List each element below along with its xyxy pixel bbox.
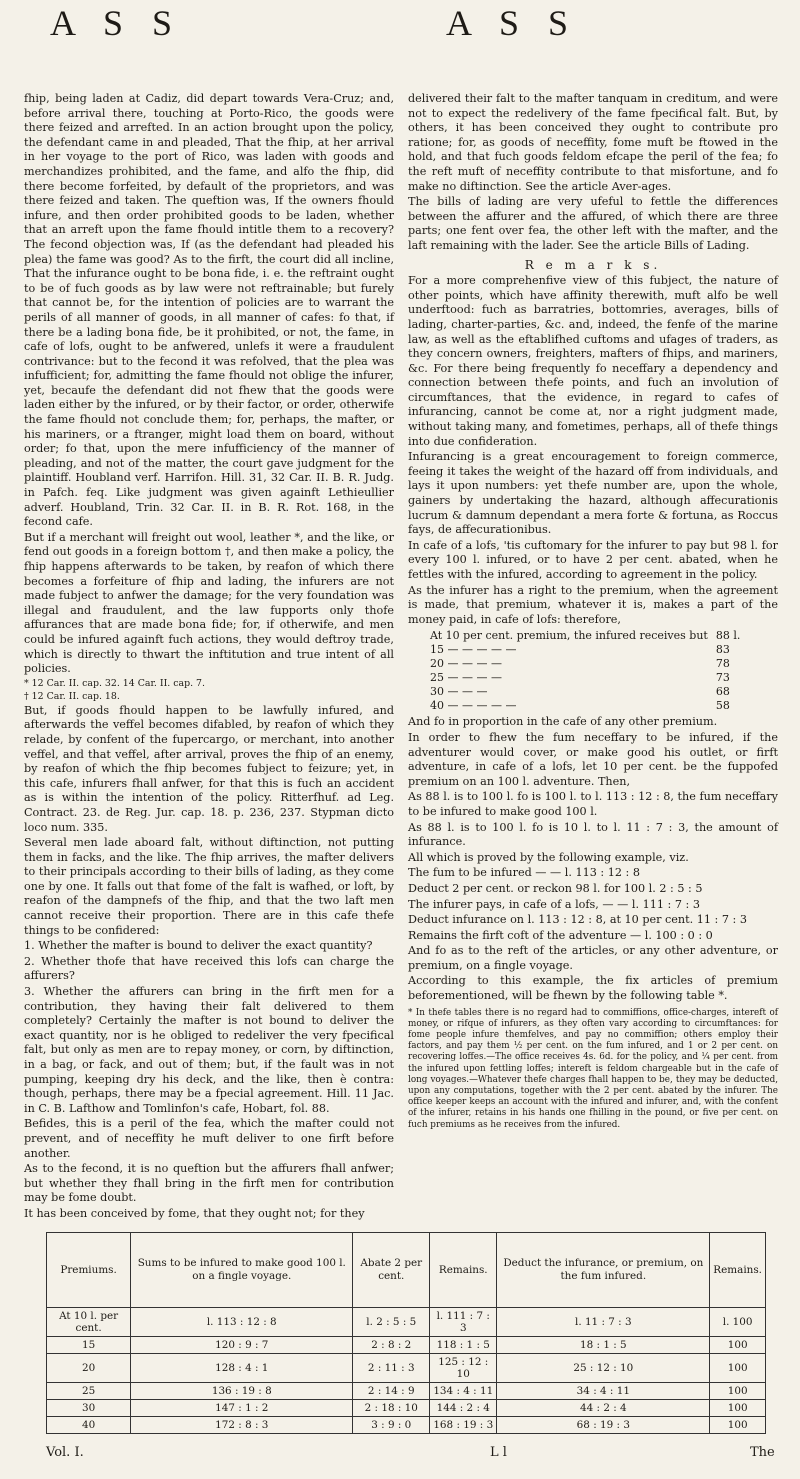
paragraph: In cafe of a lofs, 'tis cuftomary for the infurer to pay but 98 l. for every 100 l. infured, or to have 2 per cent. abated, when he fettles with the infured, according to agreement in the policy. <box>408 538 778 581</box>
table-cell: l. 100 <box>710 1308 766 1337</box>
paragraph: All which is proved by the following example, viz. <box>408 850 689 864</box>
table-cell: 2 : 14 : 9 <box>353 1383 430 1400</box>
remarks-heading: R e m a r k s. <box>524 257 662 272</box>
table-cell: 100 <box>710 1383 766 1400</box>
table-cell: 3 : 9 : 0 <box>353 1417 430 1434</box>
table-cell: 147 : 1 : 2 <box>131 1400 353 1417</box>
table-cell: l. 111 : 7 : 3 <box>430 1308 497 1337</box>
table-cell: 15 <box>47 1337 131 1354</box>
table-cell: 34 : 4 : 11 <box>497 1383 710 1400</box>
example-line: Deduct 2 per cent. or reckon 98 l. for 100 l. 2 : 5 : 5 <box>408 881 703 895</box>
rate-label: 30 — — — <box>430 685 488 699</box>
paragraph: And fo in proportion in the cafe of any other premium. <box>408 715 718 729</box>
rate-label: 25 — — — — <box>430 671 502 685</box>
footnote: * 12 Car. II. cap. 32. 14 Car. II. cap. 7. <box>24 677 206 689</box>
table-cell: 118 : 1 : 5 <box>430 1337 497 1354</box>
right-column <box>408 92 778 1132</box>
catchword: The <box>750 1445 775 1460</box>
rate-value: 88 l. <box>715 629 741 643</box>
table-cell: 2 : 18 : 10 <box>353 1400 430 1417</box>
paragraph: Infurancing is a great encouragement to foreign commerce, feeing it takes the weight of the hazard off from individuals, and lays it upon numbers: yet thefe number are, upon the whole, gainers by undertaking the hazard, although affecurationis lucrum & damnum dependant a mera forte & fortuna, as Roccus fays, de affecurationibus. <box>408 450 778 537</box>
paragraph: As to the fecond, it is no queftion but the affurers fhall anfwer; but whether they fhall bring in the firft men for contribution may be fome doubt. <box>24 1162 394 1205</box>
column-header: Sums to be infured to make good 100 l. on a fingle voyage. <box>131 1233 353 1308</box>
paragraph: As 88 l. is to 100 l. fo is 100 l. to l. 113 : 12 : 8, the fum neceffary to be infured to make good 100 l. <box>408 790 778 818</box>
table-header-row <box>47 1233 766 1308</box>
table-cell: 2 : 11 : 3 <box>353 1354 430 1383</box>
paragraph: For a more comprehenfive view of this fubject, the nature of other points, which have affinity therewith, muft alfo be well underftood: fuch as barratries, bottomries, averages, bills of lading, charter-parties, &c. and, indeed, the fenfe of the marine law, as well as the eftablifhed cuftoms and ufages of traders, as they concern owners, freighters, mafters of fhips, and mariners, &c. For there being frequently fo neceffary a dependency and connection between thefe points, and fuch an involution of circumftances, that the evidence, in regard to cafes of infurancing, cannot be come at, nor a right judgment made, without taking many, and fometimes, perhaps, all of thefe things into due confideration. <box>408 274 778 448</box>
rate-label: 20 — — — — <box>430 657 502 671</box>
paragraph: But if a merchant will freight out wool, leather *, and the like, or fend out goods in a foreign bottom †, and then make a policy, the fhip happens afterwards to be taken, by reafon of which there becomes a forfeiture of fhip and lading, the infurers are not made fubject to anfwer the damage; for the very foundation was illegal and fraudulent, and the law fupports only thofe affurances that are made bona fide; for, if otherwife, and men could be infured againft fuch actions, they would deftroy trade, which is directly to thwart the inftitution and true intent of all policies. <box>24 530 394 676</box>
column-header: Remains. <box>710 1233 766 1308</box>
table-cell: 168 : 19 : 3 <box>430 1417 497 1434</box>
table-row <box>47 1354 766 1383</box>
rate-value: 68 <box>715 685 730 699</box>
table-row <box>47 1308 766 1337</box>
paragraph: Befides, this is a peril of the fea, which the mafter could not prevent, and of neceffity he muft deliver to one firft before another. <box>24 1117 394 1160</box>
table-cell: 25 : 12 : 10 <box>497 1354 710 1383</box>
table-cell: 30 <box>47 1400 131 1417</box>
paragraph: It has been conceived by fome, that they ought not; for they <box>24 1206 365 1220</box>
table-cell: l. 2 : 5 : 5 <box>353 1308 430 1337</box>
table-cell: l. 113 : 12 : 8 <box>131 1308 353 1337</box>
table-cell: 134 : 4 : 11 <box>430 1383 497 1400</box>
paragraph: delivered their falt to the mafter tanquam in creditum, and were not to expect the redelivery of the fame fpecifical falt. But, by others, it has been conceived they ought to contribute pro ratione; for, as goods of neceffity, fome muft be ftowed in the hold, and that fuch goods feldom efcape the peril of the fea; fo the reft muft of neceffity contribute to that misfortune, and fo make no diftinction. See the article Aver-ages. <box>408 92 778 193</box>
paragraph: According to this example, the fix articles of premium beforementioned, will be fhewn by the following table *. <box>408 974 778 1003</box>
table-row <box>47 1337 766 1354</box>
rate-value: 83 <box>715 643 730 657</box>
table-row <box>47 1400 766 1417</box>
table-cell: At 10 l. per cent. <box>47 1308 131 1337</box>
table-cell: 128 : 4 : 1 <box>131 1354 353 1383</box>
rate-label: 40 — — — — — <box>430 699 517 713</box>
running-head-left: A S S <box>50 3 183 43</box>
paragraph: 3. Whether the affurers can bring in the firft men for a contribution, they having their falt delivered to them completely? Certainly the mafter is not bound to deliver the exact quantity, nor is he obliged to redeliver the very fpecifical falt, but only as men are to repay money, or corn, by diftinction, in a bag, or fack, and out of them; but, if the fault was in not pumping, keeping dry his deck, and the like, then è contra: though, perhaps, there may be a fpecial agreement. Hill. 11 Jac. in C. B. Lafthow and Tomlinfon's cafe, Hobart, fol. 88. <box>24 985 394 1115</box>
table-cell: 125 : 12 : 10 <box>430 1354 497 1383</box>
table-cell: 44 : 2 : 4 <box>497 1400 710 1417</box>
paragraph: 1. Whether the mafter is bound to deliver the exact quantity? <box>24 939 373 953</box>
table-cell: 100 <box>710 1354 766 1383</box>
table-cell: l. 11 : 7 : 3 <box>497 1308 710 1337</box>
table-cell: 144 : 2 : 4 <box>430 1400 497 1417</box>
table-cell: 20 <box>47 1354 131 1383</box>
table-cell: 100 <box>710 1400 766 1417</box>
paragraph: As the infurer has a right to the premium, when the agreement is made, that premium, whatever it is, makes a part of the money paid, in cafe of lofs: therefore, <box>408 583 778 626</box>
table-cell: 68 : 19 : 3 <box>497 1417 710 1434</box>
rate-value: 78 <box>715 657 730 671</box>
paragraph: fhip, being laden at Cadiz, did depart towards Vera-Cruz; and, before arrival there, touching at Porto-Rico, the goods were there feized and arrefted. In an action brought upon the policy, the defendant came in and pleaded, That the fhip, at her arrival in her voyage to the port of Rico, was laden with goods and merchandizes prohibited, and the fame, and alfo the fhip, did there become forfeited, by default of the proprietors, and was there feized and taken. The queftion was, If the owners fhould infure, and then order prohibited goods to be laden, whether that an arreft upon the fame fhould intitle them to a recovery? The fecond objection was, If (as the defendant had pleaded his plea) the fame was good? As to the firft, the court did all incline, That the infurance ought to be bona fide, i. e. the reftraint ought to be of fuch goods as by law were not reftrainable; but furely that cannot be, for the intention of policies are to warrant the perils of all manner of goods, in all manner of cafes: fo that, if there be a lading bona fide, be it prohibited, or not, the fame, in cafe of lofs, ought to be anfwered, unlefs it were a fraudulent contrivance: but to the fecond it was refolved, that the plea was infufficient; for, admitting the fame fhould not oblige the infurer, yet, becaufe the defendant did not fhew that the goods were laden either by the infured, or by their factor, or order, otherwife the fame fhould not conclude them; for, perhaps, the mafter, or his mariners, or a ftranger, might load them on board, without order; fo that, upon the mere infufficiency of the manner of pleading, and not of the matter, the court gave judgment for the plaintiff. Houbland verf. Harrifon. Hill. 31, 32 Car. II. B. R. Judg. in Pafch. feq. Like judgment was given againft Lethieullier adverf. Houbland, Trin. 32 Car. II. in B. R. Rot. 168, in the fecond cafe. <box>24 92 394 529</box>
column-header: Abate 2 per cent. <box>353 1233 430 1308</box>
paragraph: The bills of lading are very ufeful to fettle the differences between the affurer and the affured, of which there are three parts; one fent over fea, the other left with the mafter, and the laft remaining with the lader. See the article Bills of Lading. <box>408 195 778 252</box>
paragraph: Several men lade aboard falt, without diftinction, not putting them in facks, and the like. The fhip arrives, the mafter delivers to their principals according to their bills of lading, as they come one by one. It falls out that fome of the falt is wafhed, or loft, by reafon of the dampnefs of the fhip, and that the two laft men cannot receive their proportion. There are in this cafe thefe things to be confidered: <box>24 836 394 937</box>
column-header: Remains. <box>430 1233 497 1308</box>
example-line: Remains the firft coft of the adventure — l. 100 : 0 : 0 <box>408 928 713 942</box>
column-header: Premiums. <box>47 1233 131 1308</box>
table-row <box>47 1417 766 1434</box>
table-cell: 120 : 9 : 7 <box>131 1337 353 1354</box>
paragraph: And fo as to the reft of the articles, or any other adventure, or premium, on a fingle voyage. <box>408 944 778 972</box>
table-cell: 100 <box>710 1417 766 1434</box>
table-cell: 18 : 1 : 5 <box>497 1337 710 1354</box>
left-column <box>24 92 394 1223</box>
table-cell: 172 : 8 : 3 <box>131 1417 353 1434</box>
table-cell: 25 <box>47 1383 131 1400</box>
paragraph: As 88 l. is to 100 l. fo is 10 l. to l. 11 : 7 : 3, the amount of infurance. <box>408 820 778 849</box>
rate-value: 73 <box>715 671 730 685</box>
running-head-right: A S S <box>446 3 579 43</box>
rate-label: 15 — — — — — <box>430 643 517 657</box>
example-line: The infurer pays, in cafe of a lofs, — — l. 111 : 7 : 3 <box>408 897 700 911</box>
premium-table <box>46 1232 766 1434</box>
table-cell: 100 <box>710 1337 766 1354</box>
rate-label: At 10 per cent. premium, the infured receives but <box>430 629 708 643</box>
signature-mark: L l <box>490 1445 507 1460</box>
footnote: * In thefe tables there is no regard had to commiffions, office-charges, intereft of money, or rifque of infurers, as they often vary according to circumftances: for fome people infure themfelves, and pay no commiffion; others employ their factors, and pay them ½ per cent. on the fum infured, and 1 or 2 per cent. on recovering loffes.—The office receives 4s. 6d. for the policy, and ¼ per cent. from the infured upon fettling loffes; intereft is feldom chargeable but in the cafe of long voyages.—Whatever thefe charges fhall happen to be, they may be deducted, upon any computations, together with the 2 per cent. abated by the infurer. The office keeper keeps an account with the infured and infurer, and, with the confent of the infurer, retains in his hands one fhilling in the pound, or five per cent. on fuch premiums as he receives from the infured. <box>408 1007 778 1130</box>
example-line: The fum to be infured — — l. 113 : 12 : 8 <box>408 866 640 880</box>
table-cell: 136 : 19 : 8 <box>131 1383 353 1400</box>
rate-value: 58 <box>715 699 730 713</box>
volume-label: Vol. I. <box>46 1445 84 1460</box>
paragraph: In order to fhew the fum neceffary to be infured, if the adventurer would cover, or make good his outlet, or firft adventure, in cafe of a lofs, let 10 per cent. be the fuppofed premium on an 100 l. adventure. Then, <box>408 730 778 788</box>
paragraph: 2. Whether thofe that have received this lofs can charge the affurers? <box>24 954 394 983</box>
table-row <box>47 1383 766 1400</box>
example-line: Deduct infurance on l. 113 : 12 : 8, at 10 per cent. 11 : 7 : 3 <box>408 913 747 927</box>
table-cell: 40 <box>47 1417 131 1434</box>
footnote: † 12 Car. II. cap. 18. <box>24 690 120 702</box>
premium-rates-list <box>426 629 744 713</box>
paragraph: But, if goods fhould happen to be lawfully infured, and afterwards the veffel becomes difabled, by reafon of which they relade, by confent of the fupercargo, or merchant, into another veffel, and that veffel, after arrival, proves the fhip of an enemy, by reafon of which the fhip becomes fubject to feizure; yet, in this cafe, infurers fhall anfwer, for that this is fuch an accident as is within the intention of the policy. Ritterfhuf. ad Leg. Contract. 23. de Reg. Jur. cap. 18. p. 236, 237. Stypman dicto loco num. 335. <box>24 703 394 834</box>
column-header: Deduct the infurance, or premium, on the fum infured. <box>497 1233 710 1308</box>
table-cell: 2 : 8 : 2 <box>353 1337 430 1354</box>
